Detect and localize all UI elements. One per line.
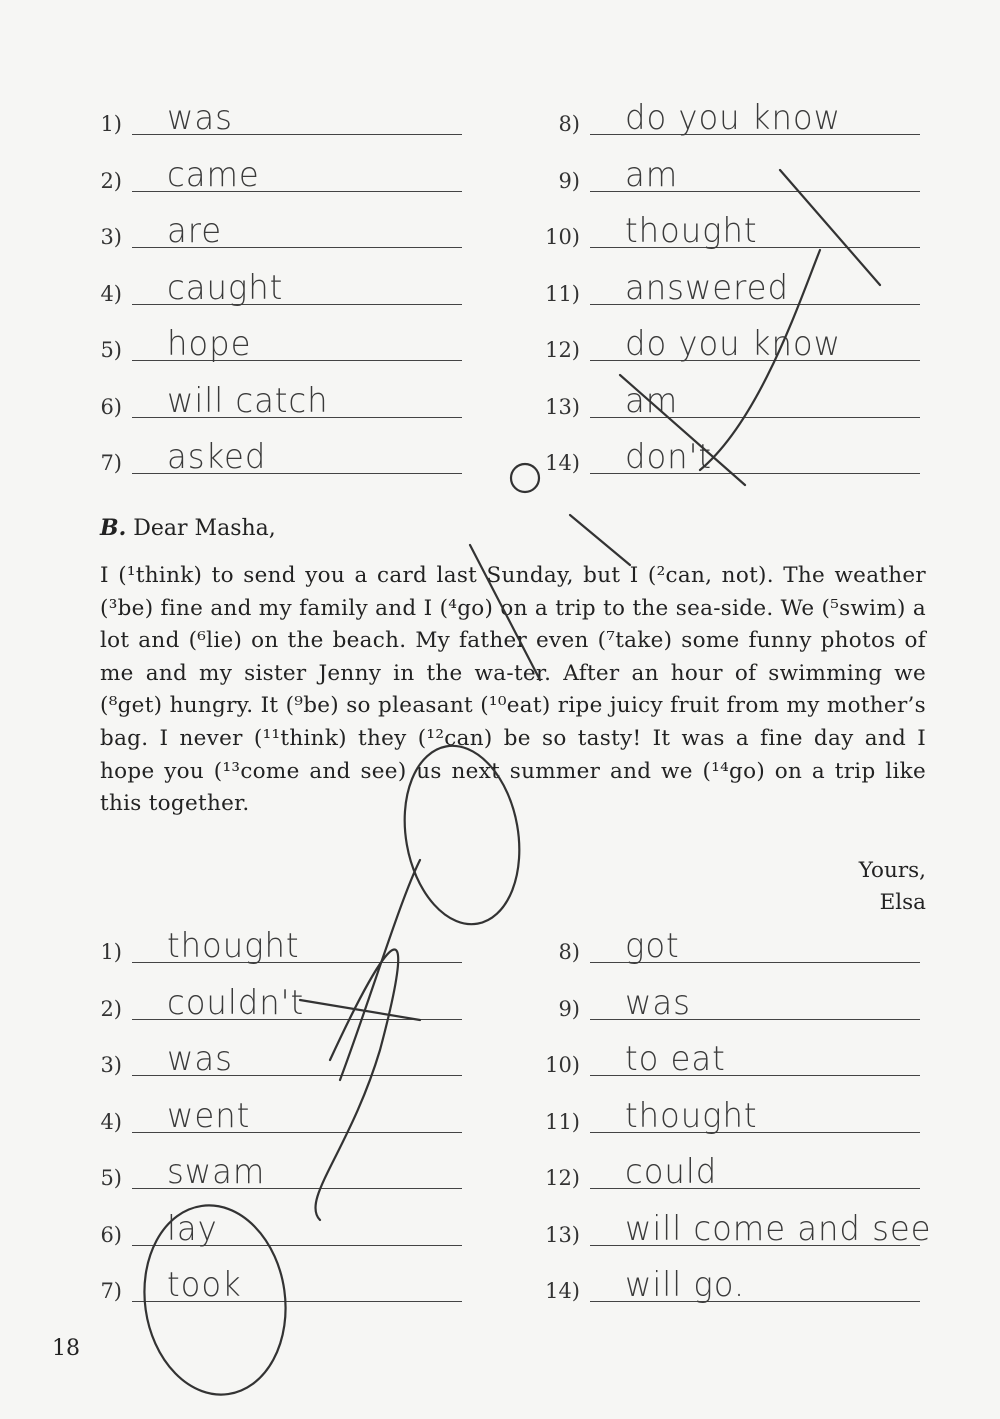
answer-number: 13) (545, 394, 580, 419)
answer-number: 9) (558, 168, 580, 193)
answer-number: 7) (100, 1279, 122, 1303)
handwritten-answer: do you know (625, 98, 841, 138)
answer-row (82, 1265, 462, 1309)
answer-row (82, 98, 462, 142)
answer-row (82, 154, 462, 199)
answer-number: 4) (100, 1109, 122, 1134)
handwritten-answer: took (167, 1265, 242, 1305)
answer-row (82, 1152, 462, 1196)
answer-row (540, 324, 920, 368)
answer-number: 11) (545, 1109, 580, 1134)
handwritten-answer: hope (167, 324, 252, 364)
answer-row (82, 380, 462, 425)
handwritten-answer: thought (625, 211, 758, 251)
answer-number: 5) (100, 1166, 122, 1190)
answer-number: 14) (545, 1279, 580, 1303)
handwritten-answer: was (167, 98, 233, 138)
section-heading (100, 515, 276, 541)
answer-row (82, 437, 462, 481)
handwritten-answer: was (625, 982, 691, 1023)
answer-number: 1) (100, 940, 122, 964)
answer-number: 3) (100, 1053, 122, 1077)
handwritten-answer: could (625, 1152, 718, 1192)
answer-row (540, 1152, 920, 1196)
answer-row (82, 926, 462, 970)
answer-number: 9) (558, 996, 580, 1021)
answer-row (540, 267, 920, 312)
handwritten-answer: came (167, 154, 260, 195)
handwritten-answer: don't (625, 437, 713, 477)
answer-number: 5) (100, 338, 122, 362)
letter-signature (859, 855, 926, 919)
letter-greeting: Dear Masha, (133, 516, 276, 541)
section-label: B. (100, 515, 127, 541)
answer-row (540, 1039, 920, 1083)
answer-row (540, 154, 920, 199)
answer-row (82, 267, 462, 312)
handwritten-answer: got (625, 926, 680, 966)
letter-text (100, 560, 926, 821)
page-number: 18 (52, 1336, 80, 1361)
handwritten-answer: couldn't (167, 982, 305, 1023)
letter-body: I (¹think) to send you a card last Sunday, but I (²can, not). The weather (³be) fine and my family and I (⁴go) on a trip to the sea-side. We (⁵swim) a lot and (⁶lie) on the beach. My father even (⁷take) some funny photos of me and my sister Jenny in the wa-ter. After an hour of swimming we (⁸get) hungry. It (⁹be) so pleasant (¹⁰eat) ripe juicy fruit from my mother’s bag. I never (¹¹think) they (¹²can) be so tasty! It was a fine day and I hope you (¹³come and see) us next summer and we (¹⁴go) on a trip like this together. (100, 563, 926, 817)
handwritten-answer: do you know (625, 324, 841, 364)
answer-row (540, 211, 920, 255)
handwritten-answer: asked (167, 437, 267, 477)
answer-row (540, 1208, 932, 1253)
letter-closing: Yours, (858, 858, 926, 883)
handwritten-answer: caught (167, 267, 284, 308)
answer-number: 7) (100, 451, 122, 475)
answer-number: 12) (545, 338, 580, 362)
answer-number: 11) (545, 281, 580, 306)
answer-row (82, 982, 462, 1027)
handwritten-answer: will catch (167, 380, 329, 421)
answer-row (540, 380, 920, 425)
answer-number: 3) (100, 225, 122, 249)
answer-number: 8) (558, 940, 580, 964)
answer-number: 6) (100, 394, 122, 419)
handwritten-answer: will go. (625, 1265, 746, 1305)
letter-signer: Elsa (879, 890, 926, 915)
handwritten-answer: will come and see (625, 1208, 932, 1249)
answer-number: 13) (545, 1222, 580, 1247)
answer-row (82, 211, 462, 255)
handwritten-answer: answered (625, 267, 789, 308)
answer-number: 12) (545, 1166, 580, 1190)
answer-row (540, 1265, 920, 1309)
handwritten-answer: swam (167, 1152, 266, 1192)
answer-number: 1) (100, 112, 122, 136)
answer-row (540, 926, 920, 970)
answer-row (82, 1208, 462, 1253)
answer-number: 2) (100, 168, 122, 193)
answer-row (82, 1095, 462, 1140)
answer-number: 2) (100, 996, 122, 1021)
answer-number: 6) (100, 1222, 122, 1247)
answer-number: 14) (545, 451, 580, 475)
answer-number: 10) (545, 225, 580, 249)
handwritten-answer: was (167, 1039, 233, 1079)
handwritten-answer: went (167, 1095, 251, 1136)
answer-row (540, 1095, 920, 1140)
answer-number: 10) (545, 1053, 580, 1077)
answer-number: 4) (100, 281, 122, 306)
answer-number: 8) (558, 112, 580, 136)
handwritten-answer: thought (625, 1095, 758, 1136)
handwritten-answer: am (625, 380, 679, 421)
answer-row (540, 98, 920, 142)
handwritten-answer: to eat (625, 1039, 726, 1079)
handwritten-answer: lay (167, 1208, 218, 1249)
handwritten-answer: are (167, 211, 223, 251)
answer-row (82, 1039, 462, 1083)
answer-row (540, 982, 920, 1027)
answer-row (540, 437, 920, 481)
handwritten-answer: am (625, 154, 679, 195)
handwritten-answer: thought (167, 926, 300, 966)
answer-row (82, 324, 462, 368)
